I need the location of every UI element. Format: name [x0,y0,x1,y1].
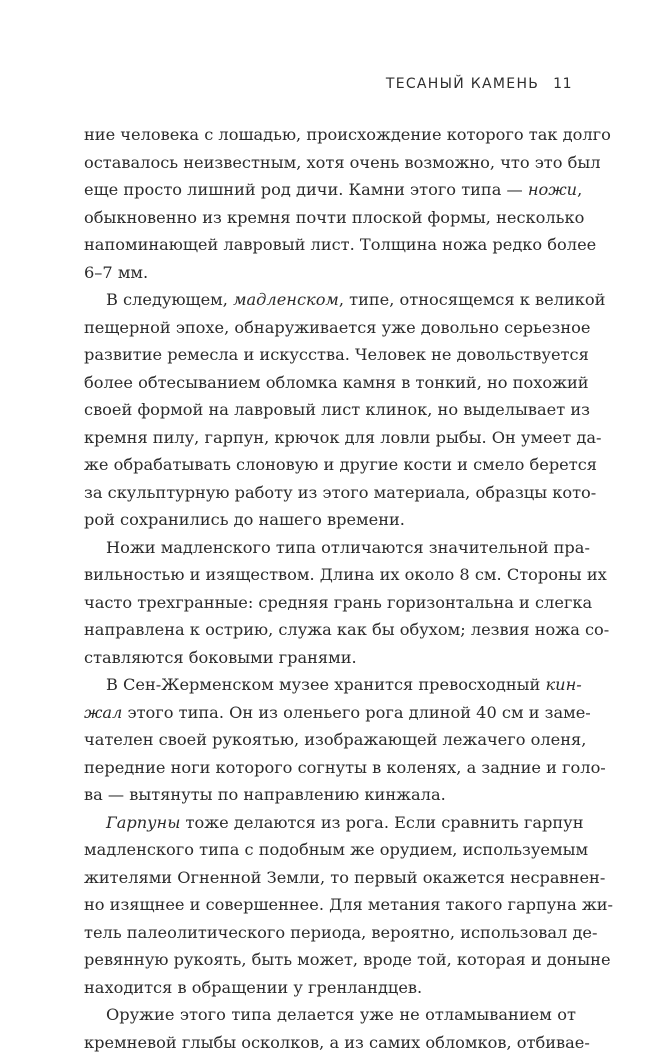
chapter-title: ТЕСАНЫЙ КАМЕНЬ [386,76,539,92]
text-line: Оружие этого типа делается уже не отламыванием от [84,1001,576,1029]
text-line: вильностью и изяществом. Длина их около 8 см. Стороны их [84,561,576,589]
text-line: жал этого типа. Он из оленьего рога длиной 40 см и заме- [84,699,576,727]
text-line: напоминающей лавровый лист. Толщина ножа редко более [84,231,576,259]
text-line: пещерной эпохе, обнаруживается уже довольно серьезное [84,314,576,342]
text-line: Ножи мадленского типа отличаются значительной пра- [84,534,576,562]
text-line: обыкновенно из кремня почти плоской формы, несколько [84,204,576,232]
italic-term: мадленском [233,290,339,309]
text-line: ставляются боковыми гранями. [84,644,576,672]
italic-term: ножи [528,180,577,199]
text-line: ревянную рукоять, быть может, вроде той, которая и доныне [84,946,576,974]
text-line: рой сохранились до нашего времени. [84,506,576,534]
text-line: кремневой глыбы осколков, а из самих обломков, отбивае- [84,1029,576,1056]
text-line: кремня пилу, гарпун, крючок для ловли рыбы. Он умеет да- [84,424,576,452]
text-line: чателен своей рукоятью, изображающей лежачего оленя, [84,726,576,754]
text-line: 6–7 мм. [84,259,576,287]
italic-term: кин- [545,675,581,694]
italic-term: жал [84,703,122,722]
text-line: но изящнее и совершеннее. Для метания такого гарпуна жи- [84,891,576,919]
text-line: Гарпуны тоже делаются из рога. Если сравнить гарпун [84,809,576,837]
text-line: оставалось неизвестным, хотя очень возможно, что это был [84,149,576,177]
running-head [386,76,572,92]
text-line: В следующем, мадленском, типе, относящемся к великой [84,286,576,314]
text-line: своей формой на лавровый лист клинок, но выделывает из [84,396,576,424]
text-line: жителями Огненной Земли, то первый окажется несравнен- [84,864,576,892]
text-line: часто трехгранные: средняя грань горизонтальна и слегка [84,589,576,617]
text-line: мадленского типа с подобным же орудием, используемым [84,836,576,864]
text-line: еще просто лишний род дичи. Камни этого типа — ножи, [84,176,576,204]
text-line: развитие ремесла и искусства. Человек не довольствуется [84,341,576,369]
text-line: находится в обращении у гренландцев. [84,974,576,1002]
text-line: более обтесыванием обломка камня в тонкий, но похожий [84,369,576,397]
text-line: направлена к острию, служа как бы обухом; лезвия ножа со- [84,616,576,644]
text-line: же обрабатывать слоновую и другие кости и смело берется [84,451,576,479]
text-line: тель палеолитического периода, вероятно, использовал де- [84,919,576,947]
body-text [84,121,576,1056]
text-line: передние ноги которого согнуты в коленях, а задние и голо- [84,754,576,782]
text-line: ва — вытянуты по направлению кинжала. [84,781,576,809]
italic-term: Гарпуны [106,813,180,832]
text-line: В Сен-Жерменском музее хранится превосходный кин- [84,671,576,699]
text-line: ние человека с лошадью, происхождение которого так долго [84,121,576,149]
text-line: за скульптурную работу из этого материала, образцы кото- [84,479,576,507]
page-number: 11 [553,76,572,92]
